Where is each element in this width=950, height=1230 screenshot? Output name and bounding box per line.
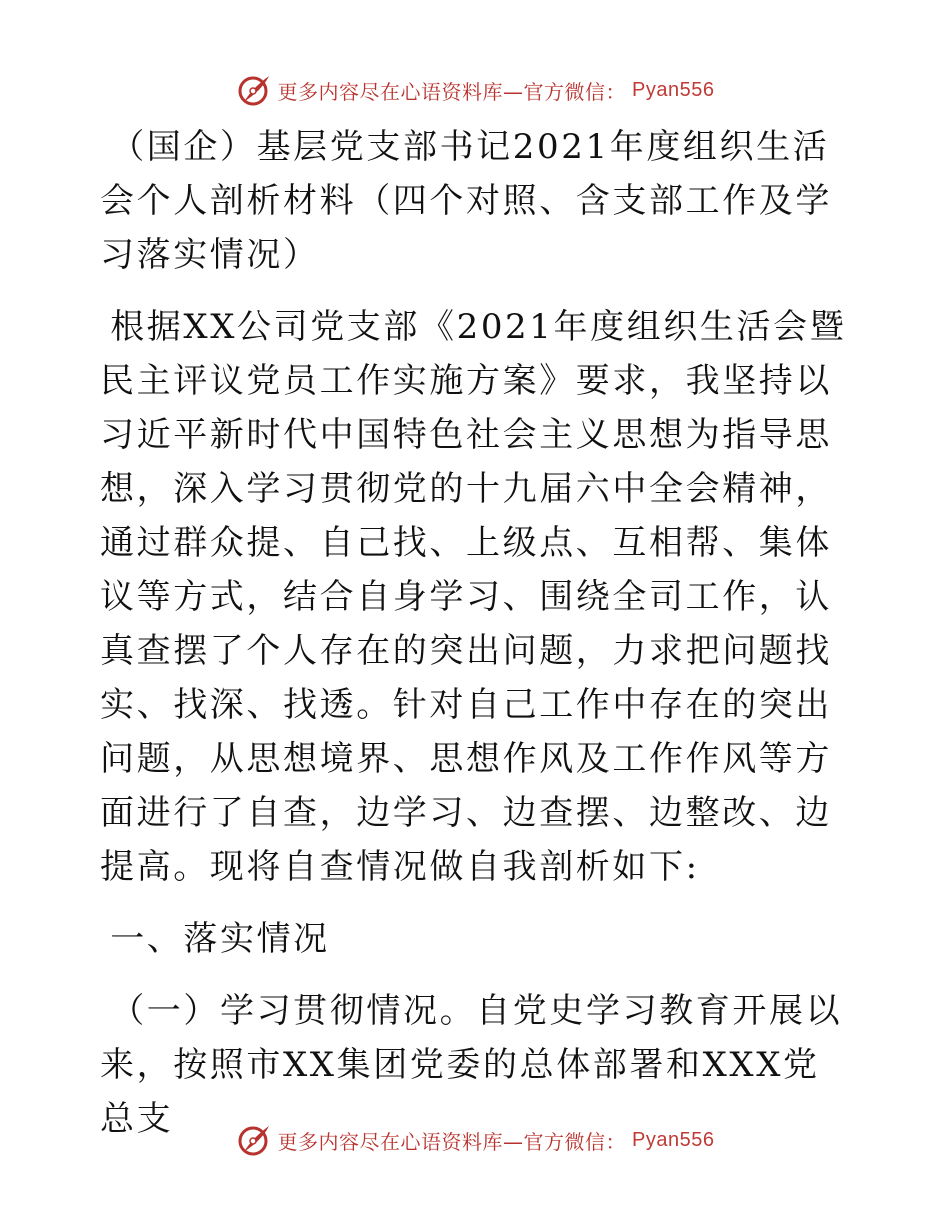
watermark-handle: Pyan556 bbox=[632, 1128, 715, 1151]
section-paragraph: （一）学习贯彻情况。自党史学习教育开展以来，按照市XX集团党委的总体部署和XXX党总支 bbox=[100, 991, 843, 1139]
intro-paragraph: 根据XX公司党支部《2021年度组织生活会暨民主评议党员工作实施方案》要求，我坚持以习近平新时代中国特色社会主义思想为指导思想，深入学习贯彻党的十九届六中全会精神，通过群众提、自己找、上级点、互相帮、集体议等方式，结合自身学习、围绕全司工作，认真查摆了个人存在的突出问题，力求把问题找实、找深、找透。针对自己工作中存在的突出问题，从思想境界、思想作风及工作作风等方面进行了自查，边学习、边查摆、边整改、边提高。现将自查情况做自我剖析如下: bbox=[100, 307, 847, 887]
document-body bbox=[100, 120, 848, 1146]
section-heading: 一、落实情况 bbox=[110, 919, 330, 959]
watermark-text: 更多内容尽在心语资料库—官方微信： bbox=[277, 79, 627, 104]
document-title: （国企）基层党支部书记2021年度组织生活会个人剖析材料（四个对照、含支部工作及学习落实情况） bbox=[100, 127, 832, 275]
feather-pen-in-circle-icon bbox=[236, 1122, 272, 1158]
watermark-banner-top bbox=[0, 70, 950, 110]
watermark-banner-bottom bbox=[0, 1120, 950, 1160]
feather-pen-in-circle-icon bbox=[236, 72, 272, 108]
watermark-text: 更多内容尽在心语资料库—官方微信： bbox=[277, 1129, 627, 1154]
watermark-handle: Pyan556 bbox=[632, 78, 715, 101]
